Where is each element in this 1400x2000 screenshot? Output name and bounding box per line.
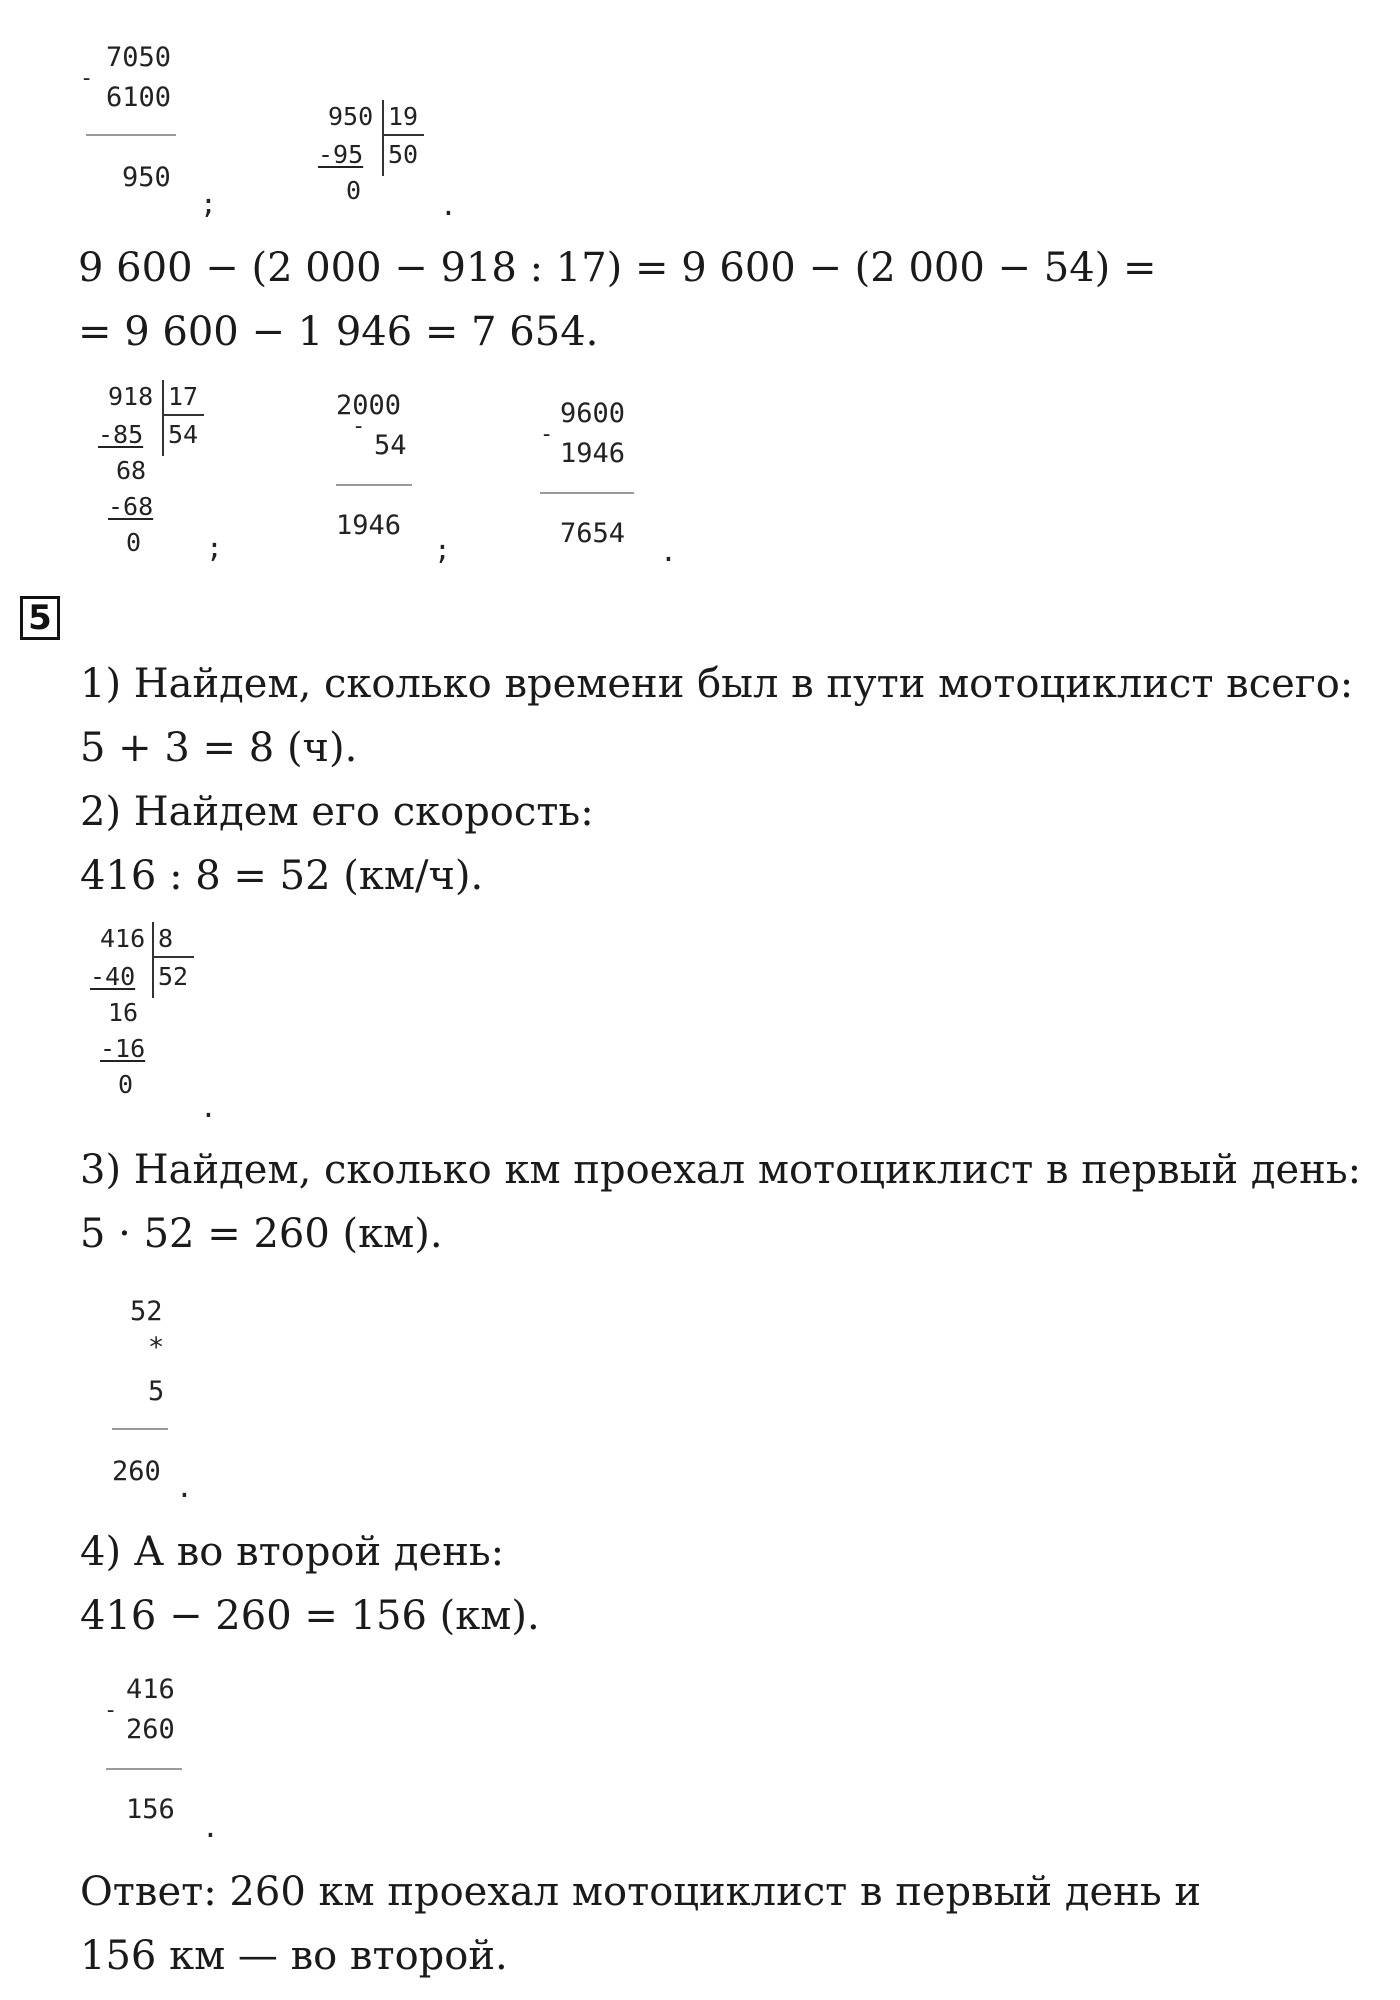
partial-product-1: -40 — [90, 962, 136, 991]
equation-line-2: = 9 600 − 1 946 = 7 654. — [78, 309, 599, 355]
quotient: 50 — [388, 140, 419, 169]
minus-sign: - — [352, 414, 366, 439]
answer-line-2: 156 км — во второй. — [80, 1933, 508, 1979]
multiplicand: 52 — [130, 1296, 163, 1327]
minus-sign: - — [540, 422, 554, 447]
subtrahend: 6100 — [106, 82, 172, 113]
step-1-text: 1) Найдем, сколько времени был в пути мотоциклист всего: — [80, 661, 1354, 707]
multiplier: 5 — [148, 1376, 165, 1407]
minuend: 2000 — [336, 390, 402, 421]
end-period: . — [660, 535, 677, 568]
divisor-line — [154, 956, 194, 958]
subtrahend: 54 — [374, 430, 407, 461]
end-period: . — [200, 1091, 217, 1124]
result-line — [112, 1428, 168, 1430]
subtrahend: 260 — [126, 1714, 175, 1745]
separator: ; — [434, 533, 451, 566]
minus-sign: - — [104, 1698, 118, 1723]
difference: 950 — [122, 162, 171, 193]
minuend: 416 — [126, 1674, 175, 1705]
difference: 156 — [126, 1794, 175, 1825]
partial-product-1: -85 — [98, 420, 144, 449]
separator: ; — [200, 187, 217, 220]
result-line — [540, 492, 634, 494]
result-line — [336, 484, 412, 486]
step-2-equation: 416 : 8 = 52 (км/ч). — [80, 853, 484, 899]
remainder: 0 — [346, 176, 362, 205]
minus-sign: - — [80, 66, 94, 91]
minuend: 9600 — [560, 398, 626, 429]
intermediate: 16 — [108, 998, 139, 1027]
partial-product-2: -68 — [108, 492, 154, 521]
equation-line-1: 9 600 − (2 000 − 918 : 17) = 9 600 − (2 000 − 54) = — [78, 245, 1157, 291]
remainder: 0 — [126, 528, 142, 557]
quotient: 52 — [158, 962, 189, 991]
subtrahend: 1946 — [560, 438, 626, 469]
divisor: 8 — [158, 924, 174, 953]
division-bar — [382, 100, 384, 176]
remainder: 0 — [118, 1070, 134, 1099]
result-line — [86, 134, 176, 136]
quotient: 54 — [168, 420, 199, 449]
dividend: 416 — [100, 924, 146, 953]
step-2-text: 2) Найдем его скорость: — [80, 789, 594, 835]
minuend: 7050 — [106, 42, 172, 73]
product: 260 — [112, 1456, 161, 1487]
intermediate: 68 — [116, 456, 147, 485]
division-bar — [152, 922, 154, 998]
dividend: 950 — [328, 102, 374, 131]
divisor: 19 — [388, 102, 419, 131]
partial-product-2: -16 — [100, 1034, 146, 1063]
step-4-equation: 416 − 260 = 156 (км). — [80, 1593, 540, 1639]
task-number: 5 — [28, 598, 52, 638]
divisor: 17 — [168, 382, 199, 411]
difference: 7654 — [560, 518, 626, 549]
partial-product: -95 — [318, 140, 364, 169]
step-3-text: 3) Найдем, сколько км проехал мотоциклист в первый день: — [80, 1147, 1362, 1193]
step-4-text: 4) А во второй день: — [80, 1529, 505, 1575]
dividend: 918 — [108, 382, 154, 411]
end-period: . — [176, 1471, 193, 1504]
separator: ; — [206, 531, 223, 564]
divisor-line — [164, 414, 204, 416]
difference: 1946 — [336, 510, 402, 541]
multiply-sign: * — [148, 1332, 165, 1363]
task-number-badge — [20, 596, 60, 640]
divisor-line — [384, 134, 424, 136]
step-3-equation: 5 · 52 = 260 (км). — [80, 1211, 443, 1257]
step-1-equation: 5 + 3 = 8 (ч). — [80, 725, 358, 771]
division-bar — [162, 380, 164, 456]
result-line — [106, 1768, 182, 1770]
end-period: . — [440, 189, 457, 222]
end-period: . — [202, 1811, 219, 1844]
answer-line-1: Ответ: 260 км проехал мотоциклист в первый день и — [80, 1869, 1201, 1915]
